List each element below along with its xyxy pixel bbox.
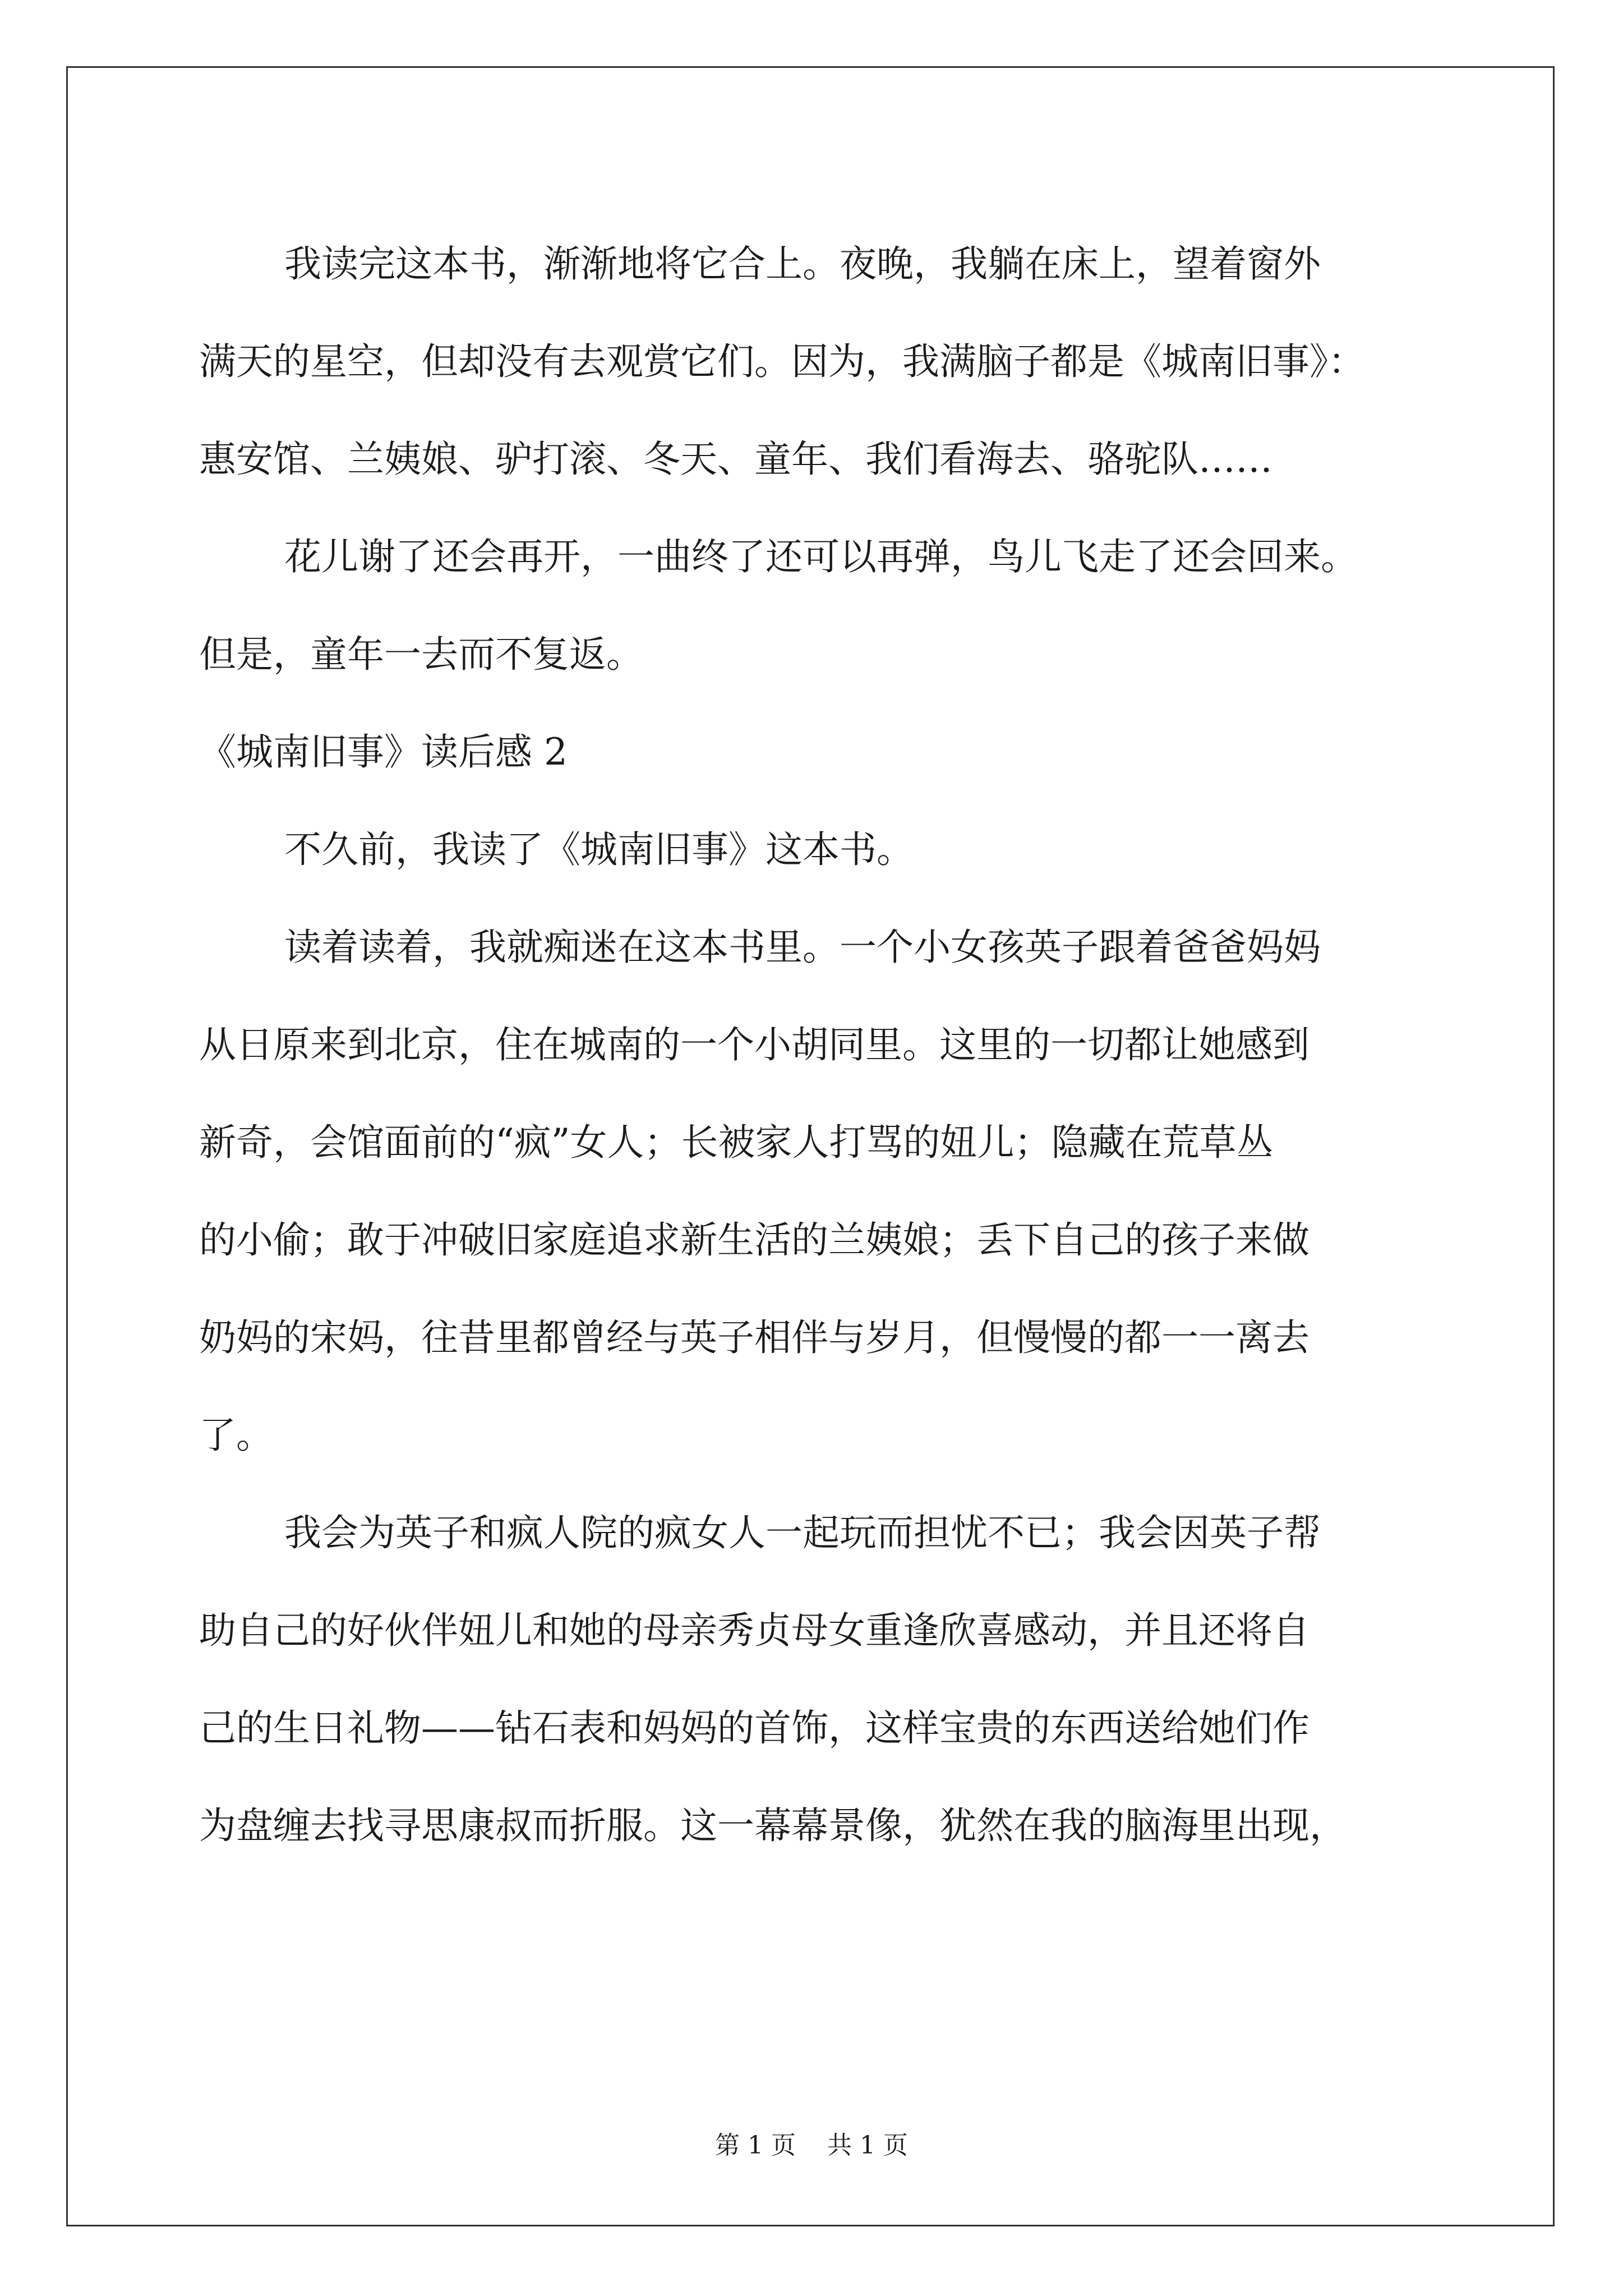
text-line: 我会为英子和疯人院的疯女人一起玩而担忧不已；我会因英子帮 (284, 1511, 1321, 1554)
text-line: 奶妈的宋妈，往昔里都曾经与英子相伴与岁月，但慢慢的都一一离去 (199, 1316, 1310, 1359)
text-line: 满天的星空，但却没有去观赏它们。因为，我满脑子都是《城南旧事》： (199, 340, 1365, 383)
text-line: 了。 (199, 1414, 273, 1457)
document-body (199, 215, 1451, 1875)
section-heading: 《城南旧事》读后感 2 (199, 730, 568, 774)
text-line: 从日原来到北京，住在城南的一个小胡同里。这里的一切都让她感到 (199, 1023, 1310, 1066)
text-line: 惠安馆、兰姨娘、驴打滚、冬天、童年、我们看海去、骆驼队…… (199, 438, 1272, 481)
text-line: 我读完这本书，渐渐地将它合上。夜晚，我躺在床上，望着窗外 (284, 242, 1321, 286)
text-line: 助自己的好伙伴妞儿和她的母亲秀贞母女重逢欣喜感动，并且还将自 (199, 1609, 1310, 1652)
text-line: 但是，童年一去而不复返。 (199, 633, 643, 676)
text-line: 己的生日礼物——钻石表和妈妈的首饰，这样宝贵的东西送给她们作 (199, 1706, 1310, 1750)
text-line: 的小偷；敢于冲破旧家庭追求新生活的兰姨娘；丢下自己的孩子来做 (199, 1218, 1310, 1262)
text-line: 为盘缠去找寻思康叔而折服。这一幕幕景像，犹然在我的脑海里出现， (199, 1804, 1347, 1847)
text-line: 不久前，我读了《城南旧事》这本书。 (284, 828, 914, 871)
text-line: 新奇，会馆面前的“疯”女人；长被家人打骂的妞儿；隐藏在荒草丛 (199, 1121, 1274, 1164)
page-footer: 第 1 页 共 1 页 (715, 2131, 908, 2160)
text-line: 花儿谢了还会再开，一曲终了还可以再弹，鸟儿飞走了还会回来。 (284, 535, 1358, 578)
text-line: 读着读着，我就痴迷在这本书里。一个小女孩英子跟着爸爸妈妈 (284, 926, 1321, 969)
